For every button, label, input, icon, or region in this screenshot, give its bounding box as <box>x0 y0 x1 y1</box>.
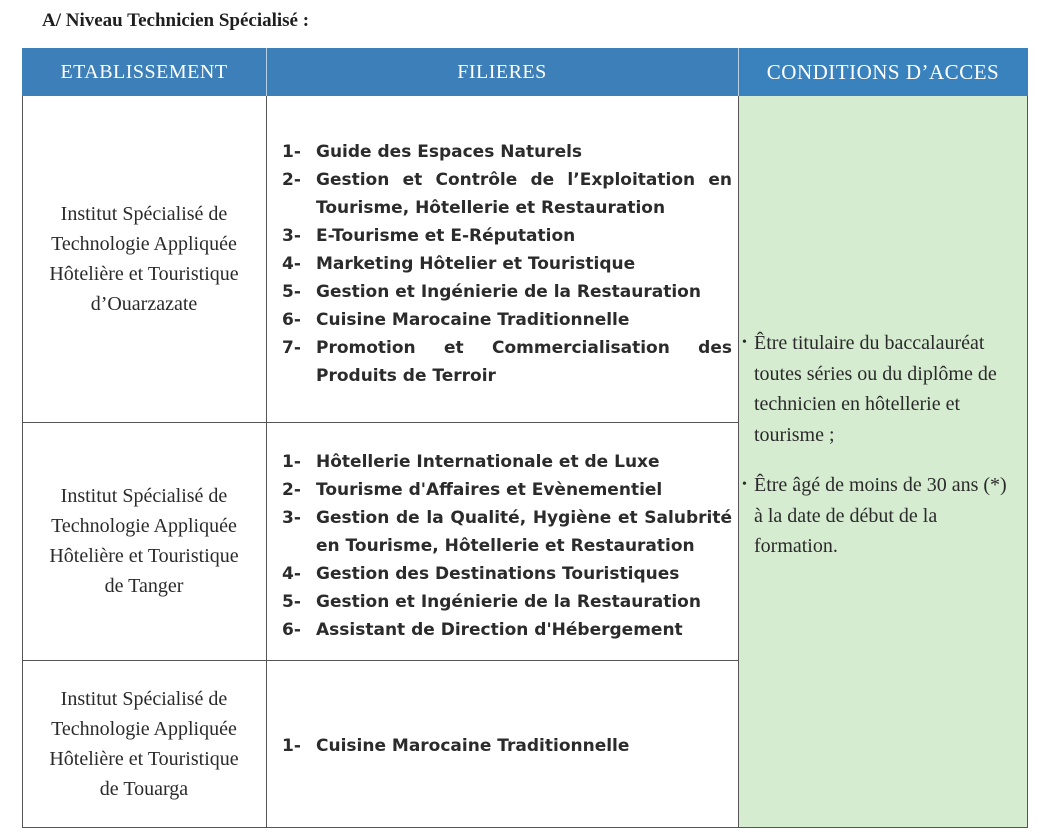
item-text: Assistant de Direction d'Hébergement <box>316 620 683 640</box>
section-heading: A/ Niveau Technicien Spécialisé : <box>42 10 310 31</box>
item-text: Gestion et Contrôle de l’Exploitation en Tourisme, Hôtellerie et Restauration <box>316 170 732 218</box>
item-text: Cuisine Marocaine Traditionnelle <box>316 736 630 756</box>
list-item <box>282 504 732 560</box>
etablissement-line: Institut Spécialisé de <box>60 485 228 507</box>
list-item <box>282 732 732 760</box>
table-border-right <box>1027 96 1028 828</box>
item-text: Gestion des Destinations Touristiques <box>316 564 680 584</box>
etablissement-line: Hôtelière et Touristique <box>49 747 239 770</box>
list-item <box>742 328 1012 450</box>
item-number: 1- <box>282 736 301 756</box>
etablissement-line: de Touarga <box>99 777 189 800</box>
list-item <box>282 250 732 278</box>
column-header-filieres: FILIERES <box>266 48 738 96</box>
conditions-list <box>742 328 1012 562</box>
column-header-conditions: CONDITIONS D’ACCES <box>738 48 1028 96</box>
item-text: Hôtellerie Internationale et de Luxe <box>316 452 660 472</box>
filieres-list <box>282 138 732 390</box>
header-divider <box>738 48 739 96</box>
filieres-list <box>282 448 732 644</box>
item-text: Promotion et Commercialisation des Produits de Terroir <box>316 338 732 386</box>
list-item <box>282 334 732 390</box>
training-table <box>22 48 1028 828</box>
item-text: Tourisme d'Affaires et Evènementiel <box>316 480 663 500</box>
list-item <box>282 222 732 250</box>
etablissement-line: Hôtelière et Touristique <box>49 263 239 285</box>
etablissement-line: Hôtelière et Touristique <box>49 545 239 567</box>
list-item <box>282 616 732 644</box>
column-divider <box>266 96 267 828</box>
list-item <box>742 470 1012 562</box>
list-item <box>282 166 732 222</box>
etablissement-cell <box>22 660 266 827</box>
etablissement-line: Technologie Appliquée <box>51 717 237 740</box>
etablissement-cell <box>22 96 266 422</box>
list-item <box>282 476 732 504</box>
item-number: 1- <box>282 452 301 472</box>
item-text: Gestion de la Qualité, Hygiène et Salubrité en Tourisme, Hôtellerie et Restauration <box>316 508 732 556</box>
item-text: E-Tourisme et E-Réputation <box>316 226 576 246</box>
column-header-etablissement: ETABLISSEMENT <box>22 48 266 96</box>
header-divider <box>266 48 267 96</box>
column-divider <box>738 96 739 828</box>
condition-text: Être âgé de moins de 30 ans (*) à la date de début de la formation. <box>754 474 1007 557</box>
etablissement-line: d’Ouarzazate <box>90 293 198 315</box>
item-number: 2- <box>282 480 301 500</box>
etablissement-line: de Tanger <box>104 575 184 597</box>
item-number: 3- <box>282 226 301 246</box>
etablissement-line: Technologie Appliquée <box>51 233 237 255</box>
list-item <box>282 448 732 476</box>
item-number: 5- <box>282 592 301 612</box>
etablissement-line: Technologie Appliquée <box>51 515 237 537</box>
etablissement-line: Institut Spécialisé de <box>60 687 228 710</box>
filieres-list <box>282 732 732 760</box>
table-border-bottom <box>22 827 1028 828</box>
condition-text: Être titulaire du baccalauréat toutes séries ou du diplôme de technicien en hôtellerie et tourisme ; <box>754 332 997 446</box>
item-number: 4- <box>282 254 301 274</box>
item-number: 7- <box>282 338 301 358</box>
list-item <box>282 560 732 588</box>
list-item <box>282 588 732 616</box>
bullet-icon: • <box>742 477 747 492</box>
item-text: Gestion et Ingénierie de la Restauration <box>316 592 701 612</box>
item-number: 5- <box>282 282 301 302</box>
item-text: Cuisine Marocaine Traditionnelle <box>316 310 630 330</box>
item-number: 2- <box>282 170 301 190</box>
etablissement-cell <box>22 422 266 660</box>
item-number: 1- <box>282 142 301 162</box>
item-number: 4- <box>282 564 301 584</box>
bullet-icon: • <box>742 335 747 350</box>
item-text: Gestion et Ingénierie de la Restauration <box>316 282 701 302</box>
item-number: 6- <box>282 620 301 640</box>
etablissement-line: Institut Spécialisé de <box>60 203 228 225</box>
item-number: 6- <box>282 310 301 330</box>
list-item <box>282 306 732 334</box>
item-number: 3- <box>282 508 301 528</box>
item-text: Marketing Hôtelier et Touristique <box>316 254 636 274</box>
list-item <box>282 138 732 166</box>
item-text: Guide des Espaces Naturels <box>316 142 583 162</box>
list-item <box>282 278 732 306</box>
